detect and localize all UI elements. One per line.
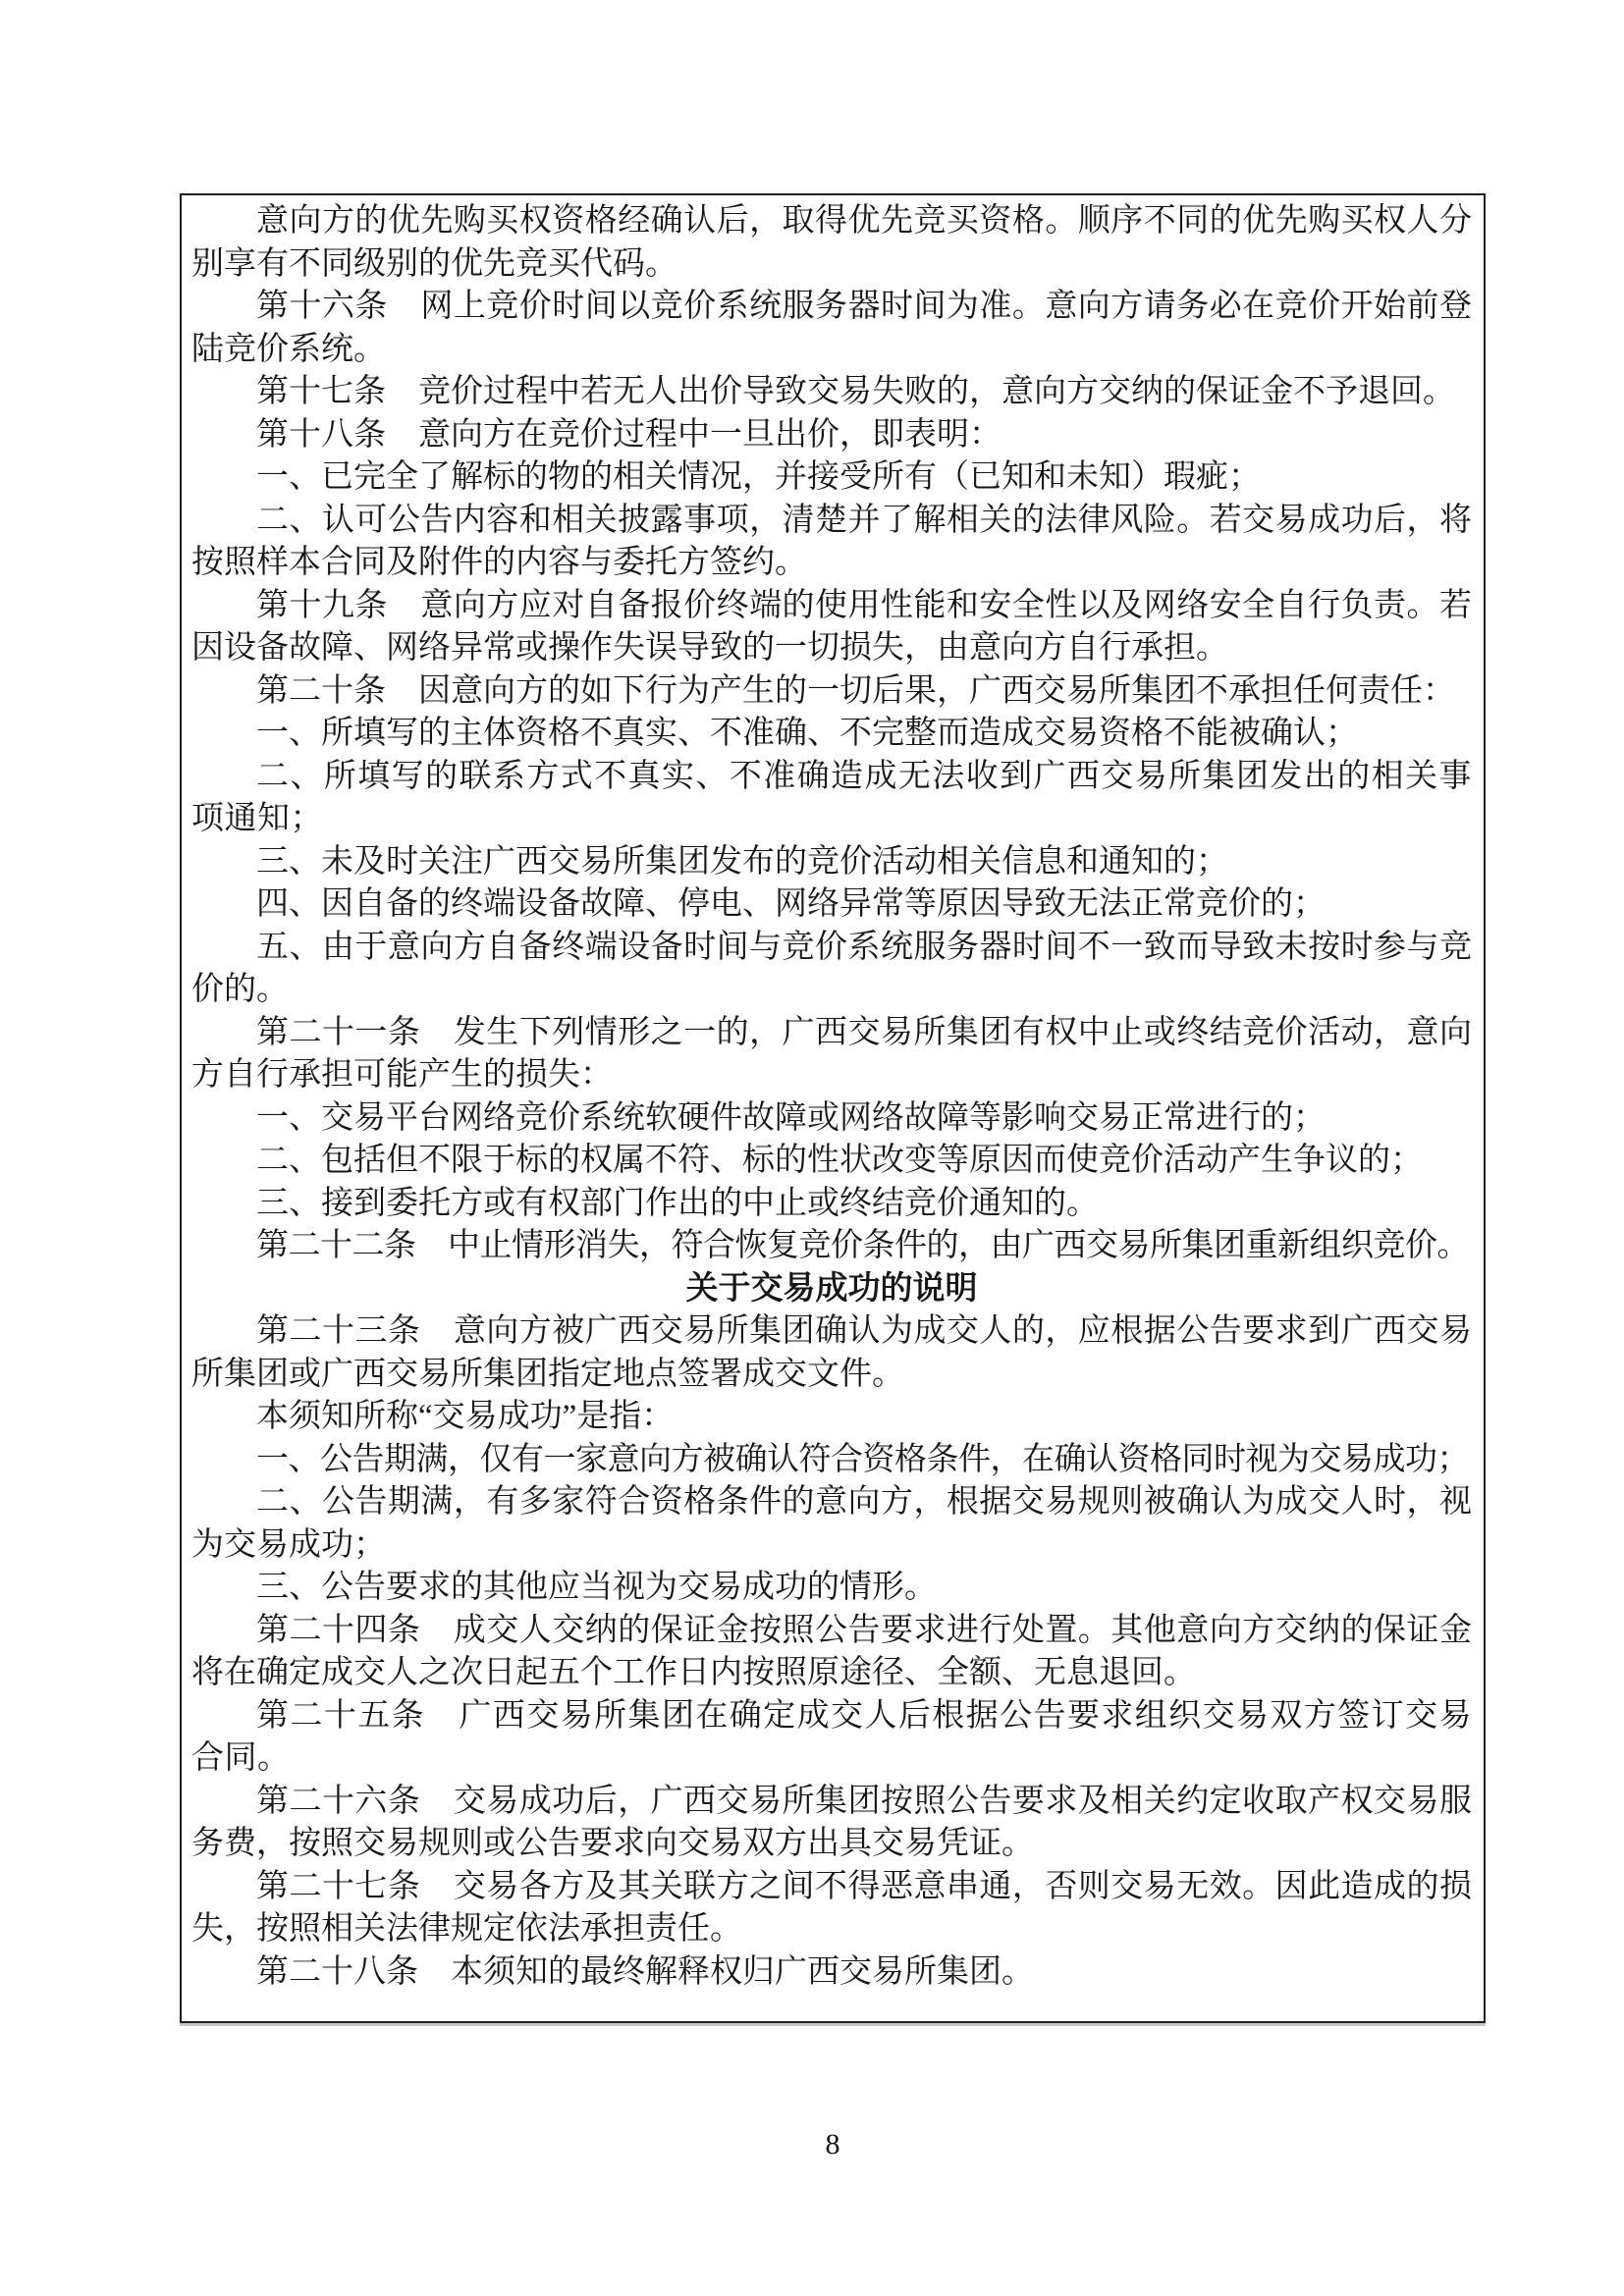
clause-list-item: 一、公告期满，仅有一家意向方被确认符合资格条件，在确认资格同时视为交易成功； bbox=[256, 1441, 1469, 1477]
clause-list-item: 三、接到委托方或有权部门作出的中止或终结竞价通知的。 bbox=[256, 1185, 1099, 1221]
clause-list-item: 三、未及时关注广西交易所集团发布的竞价活动相关信息和通知的； bbox=[256, 843, 1228, 880]
clause-article-22: 第二十二条 中止情形消失，符合恢复竞价条件的，由广西交易所集团重新组织竞价。 bbox=[256, 1228, 1469, 1263]
clause-list-item: 二、认可公告内容和相关披露事项，清楚并了解相关的法律风险。若交易成功后，将按照样本合同及附件的内容与委托方签约。 bbox=[191, 502, 1472, 580]
clause-list-item: 二、包括但不限于标的权属不符、标的性状改变等原因而使竞价活动产生争议的； bbox=[256, 1143, 1423, 1178]
clause-list-item: 一、所填写的主体资格不真实、不准确、不完整而造成交易资格不能被确认； bbox=[256, 716, 1358, 751]
clause-paragraph: 意向方的优先购买权资格经确认后，取得优先竞买资格。顺序不同的优先购买权人分别享有不同级别的优先竞买代码。 bbox=[191, 203, 1472, 282]
clause-list-item: 五、由于意向方自备终端设备时间与竞价系统服务器时间不一致而导致未按时参与竞价的。 bbox=[191, 929, 1472, 1007]
clause-list-item: 一、交易平台网络竞价系统软硬件故障或网络故障等影响交易正常进行的； bbox=[256, 1099, 1326, 1136]
clause-article-19: 第十九条 意向方应对自备报价终端的使用性能和安全性以及网络安全自行负责。若因设备故障、网络异常或操作失误导致的一切损失，由意向方自行承担。 bbox=[191, 587, 1472, 666]
clause-article-28: 第二十八条 本须知的最终解释权归广西交易所集团。 bbox=[256, 1953, 1034, 1990]
clause-article-24: 第二十四条 成交人交纳的保证金按照公告要求进行处置。其他意向方交纳的保证金将在确定成交人之次日起五个工作日内按照原途径、全额、无息退回。 bbox=[191, 1612, 1472, 1690]
clause-article-21: 第二十一条 发生下列情形之一的，广西交易所集团有权中止或终结竞价活动，意向方自行承担可能产生的损失： bbox=[191, 1014, 1472, 1093]
clause-article-25: 第二十五条 广西交易所集团在确定成交人后根据公告要求组织交易双方签订交易合同。 bbox=[191, 1697, 1472, 1776]
clause-list-item: 四、因自备的终端设备故障、停电、网络异常等原因导致无法正常竞价的； bbox=[256, 886, 1326, 922]
clause-article-17: 第十七条 竞价过程中若无人出价导致交易失败的，意向方交纳的保证金不予退回。 bbox=[256, 374, 1455, 409]
page-number: 8 bbox=[825, 2128, 840, 2161]
clause-article-27: 第二十七条 交易各方及其关联方之间不得恶意串通，否则交易无效。因此造成的损失，按照相关法律规定依法承担责任。 bbox=[191, 1868, 1472, 1947]
clause-list-item: 二、所填写的联系方式不真实、不准确造成无法收到广西交易所集团发出的相关事项通知； bbox=[191, 758, 1472, 836]
clause-article-23: 第二十三条 意向方被广西交易所集团确认为成交人的，应根据公告要求到广西交易所集团或广西交易所集团指定地点签署成交文件。 bbox=[191, 1313, 1472, 1392]
clause-paragraph: 本须知所称“交易成功”是指： bbox=[256, 1399, 675, 1434]
clause-list-item: 二、公告期满，有多家符合资格条件的意向方，根据交易规则被确认为成交人时，视为交易成功； bbox=[191, 1484, 1472, 1563]
clause-list-item: 三、公告要求的其他应当视为交易成功的情形。 bbox=[256, 1570, 937, 1605]
clause-article-16: 第十六条 网上竞价时间以竞价系统服务器时间为准。意向方请务必在竞价开始前登陆竞价系统。 bbox=[191, 289, 1472, 367]
terms-border-box bbox=[180, 193, 1486, 2023]
section-heading: 关于交易成功的说明 bbox=[685, 1270, 978, 1307]
clause-article-18: 第十八条 意向方在竞价过程中一旦出价，即表明： bbox=[256, 416, 1001, 453]
clause-article-20: 第二十条 因意向方的如下行为产生的一切后果，广西交易所集团不承担任何责任： bbox=[256, 672, 1455, 709]
clause-list-item: 一、已完全了解标的物的相关情况，并接受所有（已知和未知）瑕疵； bbox=[256, 459, 1261, 495]
clause-article-26: 第二十六条 交易成功后，广西交易所集团按照公告要求及相关约定收取产权交易服务费，按照交易规则或公告要求向交易双方出具交易凭证。 bbox=[191, 1783, 1472, 1861]
